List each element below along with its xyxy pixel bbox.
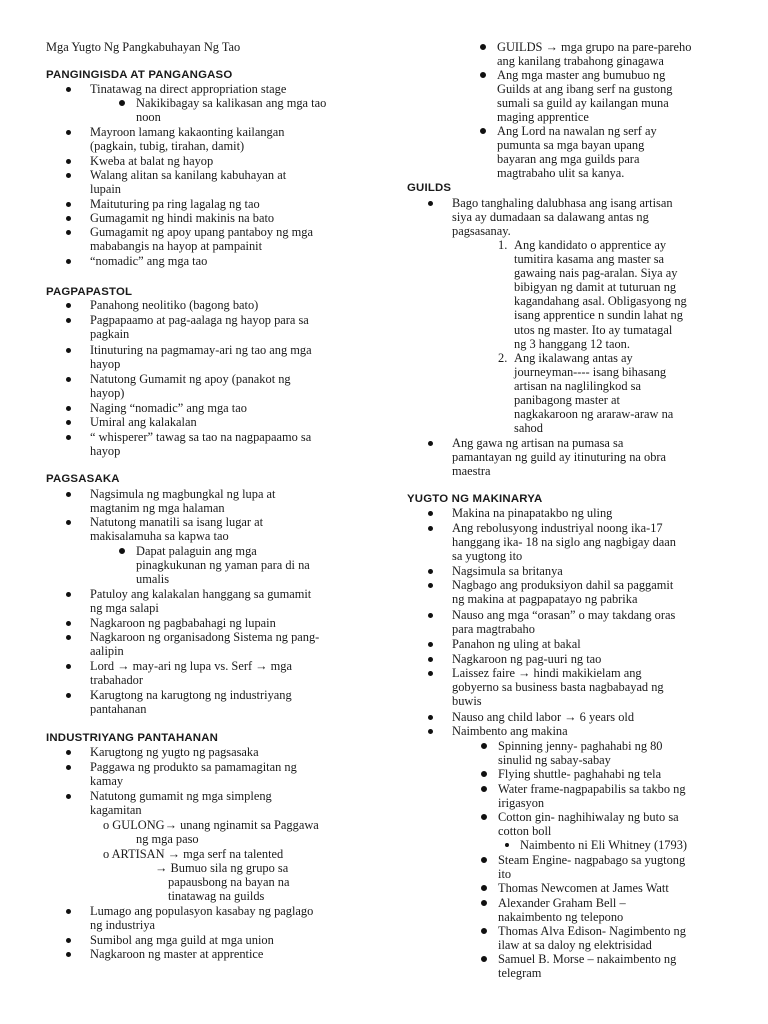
list-item: Kweba at balat ng hayop <box>90 154 213 168</box>
sub-list-item: Dapat palaguin ang mga pinagkukunan ng yaman para di na umalis <box>136 544 310 586</box>
list-item: Naimbento ang makina <box>452 724 568 738</box>
list-item: “nomadic” ang mga tao <box>90 254 207 268</box>
document-title: Mga Yugto Ng Pangkabuhayan Ng Tao <box>46 40 241 54</box>
list-item: Umiral ang kalakalan <box>90 415 197 429</box>
list-item: Natutong gumamit ng mga simpleng kagamitan <box>90 789 272 817</box>
heading-guilds: GUILDS <box>407 182 452 194</box>
list-item: Walang alitan sa kanilang kabuhayan at lupain <box>90 168 286 196</box>
sub-list-item: o ARTISAN → mga serf na talented <box>103 847 284 861</box>
list-item: Natutong Gumamit ng apoy (panakot ng hayop) <box>90 372 291 400</box>
list-item: Nauso ang mga “orasan” o may takdang oras para magtrabaho <box>452 608 675 636</box>
list-item: Gumagamit ng apoy upang pantaboy ng mga mababangis na hayop at pampainit <box>90 225 313 253</box>
sub-list-item: Cotton gin- naghihiwalay ng buto sa cotton boll <box>498 810 679 838</box>
list-item: Panahon ng uling at bakal <box>452 637 581 651</box>
list-item: Sumibol ang mga guild at mga union <box>90 933 274 947</box>
sub-list-item: Nakikibagay sa kalikasan ang mga tao noon <box>136 96 326 124</box>
list-item: Nagkaroon ng pagbabahagi ng lupain <box>90 616 276 630</box>
list-item: Nagsimula ng magbungkal ng lupa at magtanim ng mga halaman <box>90 487 275 515</box>
sub-list-item: Samuel B. Morse – nakaimbento ng telegram <box>498 952 676 980</box>
list-item: Mayroon lamang kakaonting kailangan (pagkain, tubig, tirahan, damit) <box>90 125 284 153</box>
list-item: Nagsimula sa britanya <box>452 564 563 578</box>
sub-sub-list-item: Naimbento ni Eli Whitney (1793) <box>520 838 687 852</box>
list-item: Natutong manatili sa isang lugar at makisalamuha sa kapwa tao <box>90 515 263 543</box>
list-item: Panahong neolitiko (bagong bato) <box>90 298 258 312</box>
heading-pagpapastol: PAGPAPASTOL <box>46 286 133 298</box>
heading-pangingisda: PANGINGISDA AT PANGANGASO <box>46 69 233 81</box>
sub-list-item: Steam Engine- nagpabago sa yugtong ito <box>498 853 685 881</box>
heading-industriyang-pantahanan: INDUSTRIYANG PANTAHANAN <box>46 732 219 744</box>
list-item: Itinuturing na pagmamay-ari ng tao ang mga hayop <box>90 343 312 371</box>
list-item: Karugtong ng yugto ng pagsasaka <box>90 745 259 759</box>
list-item: Tinatawag na direct appropriation stage <box>90 82 286 96</box>
list-item: Makina na pinapatakbo ng uling <box>452 506 612 520</box>
sub-list-item: Flying shuttle- paghahabi ng tela <box>498 767 661 781</box>
list-item: Karugtong na karugtong ng industriyang pantahanan <box>90 688 292 716</box>
list-item: Nagkaroon ng pag-uuri ng tao <box>452 652 601 666</box>
sub-list-item: Thomas Newcomen at James Watt <box>498 881 669 895</box>
list-item: Nagkaroon ng master at apprentice <box>90 947 263 961</box>
sub-list-item: GUILDS → mga grupo na pare-pareho ang kanilang trabahong ginagawa <box>497 40 691 68</box>
sub-list-item: Water frame-nagpapabilis sa takbo ng irigasyon <box>498 782 686 810</box>
list-item: Lumago ang populasyon kasabay ng paglago ng industriya <box>90 904 313 932</box>
sub-sub-list-item: → Bumuo sila ng grupo sa papausbong na bayan na tinatawag na guilds <box>155 861 290 904</box>
list-item: Patuloy ang kalakalan hanggang sa gumamit ng mga salapi <box>90 587 311 615</box>
list-item: Nagkaroon ng organisadong Sistema ng pang- aalipin <box>90 630 319 658</box>
list-item: Laissez faire → hindi makikielam ang gobyerno sa business basta nagbabayad ng buwis <box>452 666 664 708</box>
heading-yugto-ng-makinarya: YUGTO NG MAKINARYA <box>407 493 543 505</box>
list-item: Ang gawa ng artisan na pumasa sa pamantayan ng guild ay itinuturing na obra maestra <box>452 436 666 478</box>
list-item: “ whisperer” tawag sa tao na nagpapaamo sa hayop <box>90 430 311 458</box>
list-item: Paggawa ng produkto sa pamamagitan ng kamay <box>90 760 297 788</box>
list-item: Bago tanghaling dalubhasa ang isang artisan siya ay dumadaan sa dalawang antas ng pagsasanay. <box>452 196 673 238</box>
sub-list-item: Ang mga master ang bumubuo ng Guilds at ang ibang serf na gustong sumali sa guild ay kailangan muna maging apprentice <box>497 68 673 124</box>
list-item: Nagbago ang produksiyon dahil sa paggamit ng makina at pagpapatayo ng pabrika <box>452 578 673 606</box>
sub-list-item: Ang Lord na nawalan ng serf ay pumunta sa mga bayan upang bayaran ang mga guilds para magtrabaho ulit sa kanya. <box>497 124 657 180</box>
list-item: Naging “nomadic” ang mga tao <box>90 401 247 415</box>
list-item: Gumagamit ng hindi makinis na bato <box>90 211 274 225</box>
list-item: Lord → may-ari ng lupa vs. Serf → mga trabahador <box>90 659 292 687</box>
sub-list-item: Alexander Graham Bell – nakaimbento ng telepono <box>498 896 626 924</box>
heading-pagsasaka: PAGSASAKA <box>46 473 120 485</box>
sub-list-item: Spinning jenny- paghahabi ng 80 sinulid ng sabay-sabay <box>498 739 663 767</box>
list-item: Ang rebolusyong industriyal noong ika-17 hanggang ika- 18 na siglo ang nagbigay daan sa yugtong ito <box>452 521 676 563</box>
list-item: Nauso ang child labor → 6 years old <box>452 710 634 724</box>
sub-list-item: Thomas Alva Edison- Nagimbento ng ilaw at sa daloy ng elektrisidad <box>498 924 686 952</box>
document-page: Mga Yugto Ng Pangkabuhayan Ng Tao PANGINGISDA AT PANGANGASO Tinatawag na direct appropriation stage Nakikibagay sa kalikasan ang mga tao noon Mayroon lamang kakaonting kailangan (pagkain, tubig, tirahan, damit) Kweba at balat ng hayop Walang alitan sa kanilang kabuhayan at lupain Maituturing pa ring lagalag ng tao Gumagamit ng hindi makinis na bato Gumagamit ng apoy upang pantaboy ng mga mababangis na hayop at pampainit “nomadic” ang mga tao PAGPAPASTOL Panahong neolitiko (bagong bato) Pagpapaamo at pag-aalaga ng hayop para sa pagkain Itinuturing na pagmamay-ari ng tao ang mga hayop Natutong Gumamit ng apoy (panakot ng hayop) Naging “nomadic” ang mga tao Umiral ang kalakalan “ whisperer” tawag sa tao na nagpapaamo sa hayop PAGSASAKA Nagsimula ng magbungkal ng lupa at magtanim ng mga halaman Natutong manatili sa isang lugar at makisalamuha sa kapwa tao Dapat palaguin ang mga pinagkukunan ng yaman para di na umalis Patuloy ang kalakalan hanggang sa gumamit ng mga salapi Nagkaroon ng pagbabahagi ng lupain Nagkaroon ng organisadong Sistema ng pang- aalipin Lord → may-ari ng lupa vs. Serf → mga trabahador Karugtong na karugtong ng industriyang pantahanan INDUSTRIYANG PANTAHANAN Karugtong ng yugto ng pagsasaka Paggawa ng produkto sa pamamagitan ng kamay Natutong gumamit ng mga simpleng kagamitan o GULONG→ unang nginamit sa Paggawa ng mga paso o ARTISAN → mga serf na talented → Bumuo sila ng grupo sa papausbong na bayan na tinatawag na guilds Lumago ang populasyon kasabay ng paglago ng industriya Sumibol ang mga guild at mga union Nagkaroon ng master at apprentice GUILDS → mga grupo na pare-pareho ang kanilang trabahong ginagawa Ang mga master ang bumubuo ng Guilds at ang ibang serf na gustong sumali sa guild ay kailangan muna maging apprentice Ang Lord na nawalan ng serf ay pumunta sa mga bayan upang bayaran ang mga guilds para magtrabaho ulit sa kanya. GUILDS Bago tanghaling dalubhasa ang isang artisan siya ay dumadaan sa dalawang antas ng pagsasanay. 1. Ang kandidato o apprentice ay tumitira kasama ang master sa gawaing nais pag-aralan. Siya ay bibigyan ng damit at tuturuan ng kagandahang asal. Obligasyong ng isang apprentice n sundin lahat ng utos ng master. Ito ay tumatagal ng 3 hanggang 12 taon. 2. Ang ikalawang antas ay journeyman---- isang bihasang artisan na naglilingkod sa panibagong master at nagkakaroon ng araraw-araw na sahod Ang gawa ng artisan na pumasa sa pamantayan ng guild ay itinuturing na obra maestra YUGTO NG MAKINARYA Makina na pinapatakbo ng uling Ang rebolusyong industriyal noong ika-17 hanggang ika- 18 na siglo ang nagbigay daan sa yugtong ito Nagsimula sa britanya Nagbago ang produksiyon dahil sa paggamit ng makina at pagpapatayo ng pabrika Nauso ang mga “orasan” o may takdang oras para magtrabaho Panahon ng uling at bakal Nagkaroon ng pag-uuri ng tao Laissez faire → hindi makikielam ang gobyerno sa business basta nagbabayad ng buwis Nauso ang child labor → 6 years old Naimbento ang makina Spinning jenny- paghahabi ng 80 sinulid ng sabay-sabay Flying shuttle- paghahabi ng tela Water frame-nagpapabilis sa takbo ng irigasyon Cotton gin- naghihiwalay ng buto sa cotton boll Naimbento ni Eli Whitney (1793) Steam Engine- nagpabago sa yugtong ito Thomas Newcomen at James Watt Alexander Graham Bell – nakaimbento ng telepono Thomas Alva Edison- Nagimbento ng ilaw at sa daloy ng elektrisidad Samuel B. Morse – nakaimbento ng telegram <box>46 40 692 981</box>
list-item: Maituturing pa ring lagalag ng tao <box>90 197 260 211</box>
list-item: Pagpapaamo at pag-aalaga ng hayop para sa pagkain <box>90 313 309 341</box>
sub-list-item: o GULONG→ unang nginamit sa Paggawa ng mga paso <box>103 818 319 847</box>
